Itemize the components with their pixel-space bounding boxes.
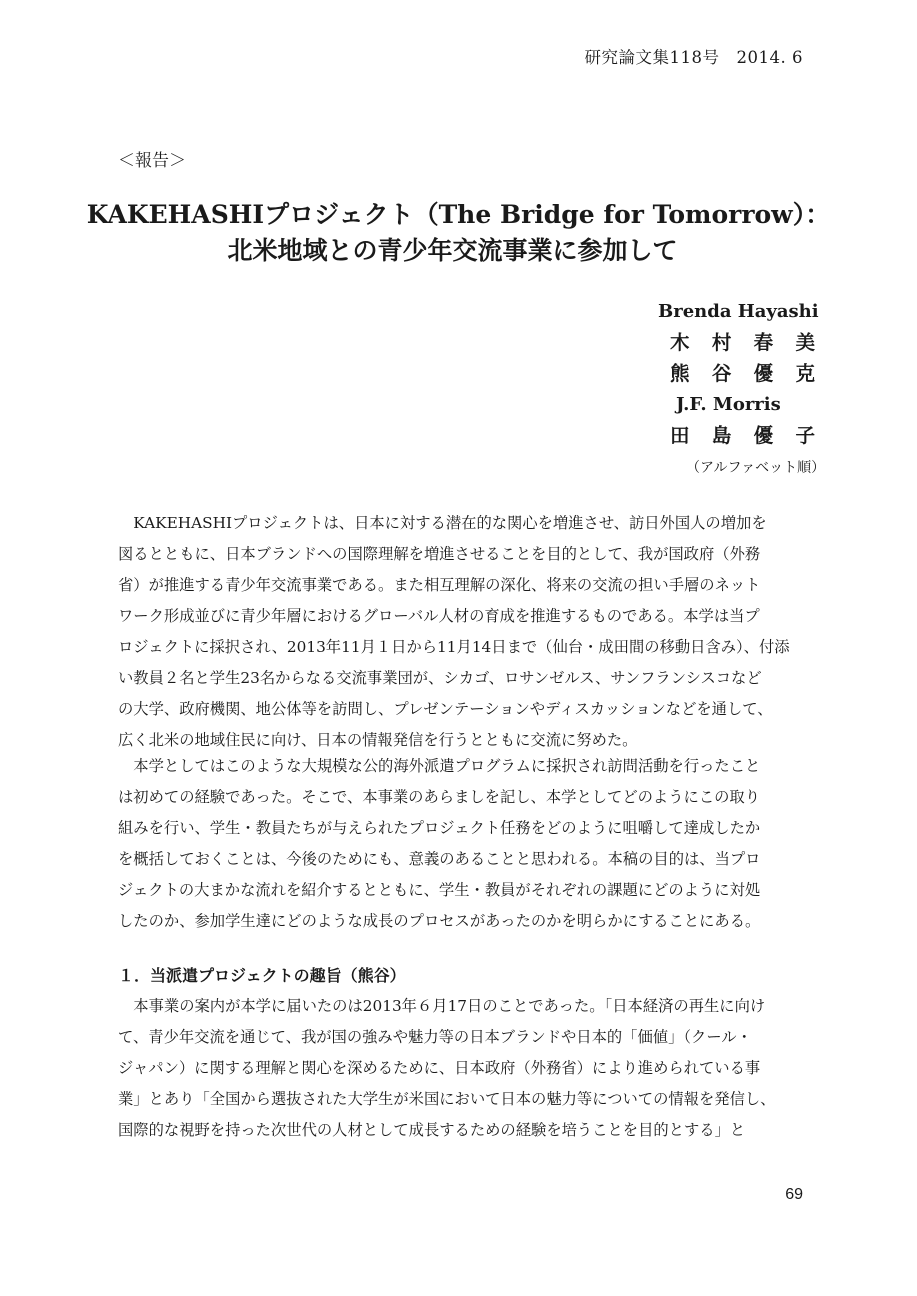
author-4: J.F. Morris xyxy=(676,394,781,415)
author-2-char: 美 xyxy=(795,331,815,354)
text-line: KAKEHASHIプロジェクトは、日本に対する潜在的な関心を増進させ、訪日外国人の増加を xyxy=(118,514,767,532)
page-number: 69 xyxy=(785,1186,803,1203)
author-order-note: （アルファベット順） xyxy=(686,460,826,476)
author-2-char: 村 xyxy=(711,331,732,354)
author-3-char: 熊 xyxy=(670,362,690,385)
text-line: の大学、政府機関、地公体等を訪問し、プレゼンテーションやディスカッションなどを通して、 xyxy=(118,700,773,718)
author-3 xyxy=(658,358,815,389)
text-line: 図るとともに、日本ブランドへの国際理解を増進させることを目的として、我が国政府（外務 xyxy=(118,545,761,563)
author-5-char: 田 xyxy=(670,424,690,447)
text-line: 広く北米の地域住民に向け、日本の情報発信を行うとともに交流に努めた。 xyxy=(118,731,638,749)
author-2-char: 木 xyxy=(670,331,690,354)
text-line: て、青少年交流を通じて、我が国の強みや魅力等の日本ブランドや日本的「価値」（クール・ xyxy=(118,1028,752,1046)
text-line: 本学としてはこのような大規模な公的海外派遣プログラムに採択され訪問活動を行ったこと xyxy=(118,757,761,775)
text-line: は初めての経験であった。そこで、本事業のあらましを記し、本学としてどのようにこの取り xyxy=(118,788,761,806)
purpose-paragraph xyxy=(118,751,808,937)
author-3-char: 克 xyxy=(795,362,815,385)
author-3-char: 谷 xyxy=(711,362,732,385)
text-line: を概括しておくことは、今後のためにも、意義のあることと思われる。本稿の目的は、当プロ xyxy=(118,850,761,868)
author-5-char: 島 xyxy=(711,424,732,447)
text-line: ワーク形成並びに青少年層におけるグローバル人材の育成を推進するものである。本学は当プ xyxy=(118,607,760,625)
report-tag: ＜報告＞ xyxy=(118,151,186,171)
section-1-paragraph xyxy=(118,991,808,1146)
title-line-2: 北米地域との青少年交流事業に参加して xyxy=(227,236,678,265)
author-1: Brenda Hayashi xyxy=(658,301,819,322)
intro-paragraph xyxy=(118,508,808,756)
journal-header: 研究論文集118号 2014. 6 xyxy=(584,48,803,67)
author-3-char: 優 xyxy=(753,362,774,385)
author-5-char: 優 xyxy=(753,424,774,447)
text-line: ジャパン）に関する理解と関心を深めるために、日本政府（外務省）により進められている事 xyxy=(118,1059,761,1077)
text-line: したのか、参加学生達にどのような成長のプロセスがあったのかを明らかにすることにある。 xyxy=(118,912,761,930)
author-5-char: 子 xyxy=(795,424,815,447)
text-line: ジェクトの大まかな流れを紹介するとともに、学生・教員がそれぞれの課題にどのように対処 xyxy=(118,881,761,899)
author-2-char: 春 xyxy=(753,331,774,354)
text-line: 組みを行い、学生・教員たちが与えられたプロジェクト任務をどのように咀嚼して達成したか xyxy=(118,819,761,837)
text-line: ロジェクトに採択され、2013年11月１日から11月14日まで（仙台・成田間の移動日含み）、付添 xyxy=(118,638,790,656)
text-line: 国際的な視野を持った次世代の人材として成長するための経験を培うことを目的とする」と xyxy=(118,1121,746,1139)
section-1-heading: １．当派遣プロジェクトの趣旨（熊谷） xyxy=(118,966,406,985)
author-2 xyxy=(658,327,815,358)
text-line: 本事業の案内が本学に届いたのは2013年６月17日のことであった。「日本経済の再生に向け xyxy=(118,997,766,1015)
text-line: い教員２名と学生23名からなる交流事業団が、シカゴ、ロサンゼルス、サンフランシスコなど xyxy=(118,669,762,687)
paper-title xyxy=(0,198,917,270)
author-5 xyxy=(658,420,815,451)
title-line-1: KAKEHASHIプロジェクト（The Bridge for Tomorrow）： xyxy=(86,200,831,229)
text-line: 業」とあり「全国から選抜された大学生が米国において日本の魅力等についての情報を発信し、 xyxy=(118,1090,776,1108)
author-list xyxy=(658,296,826,477)
text-line: 省）が推進する青少年交流事業である。また相互理解の深化、将来の交流の担い手層のネット xyxy=(118,576,761,594)
